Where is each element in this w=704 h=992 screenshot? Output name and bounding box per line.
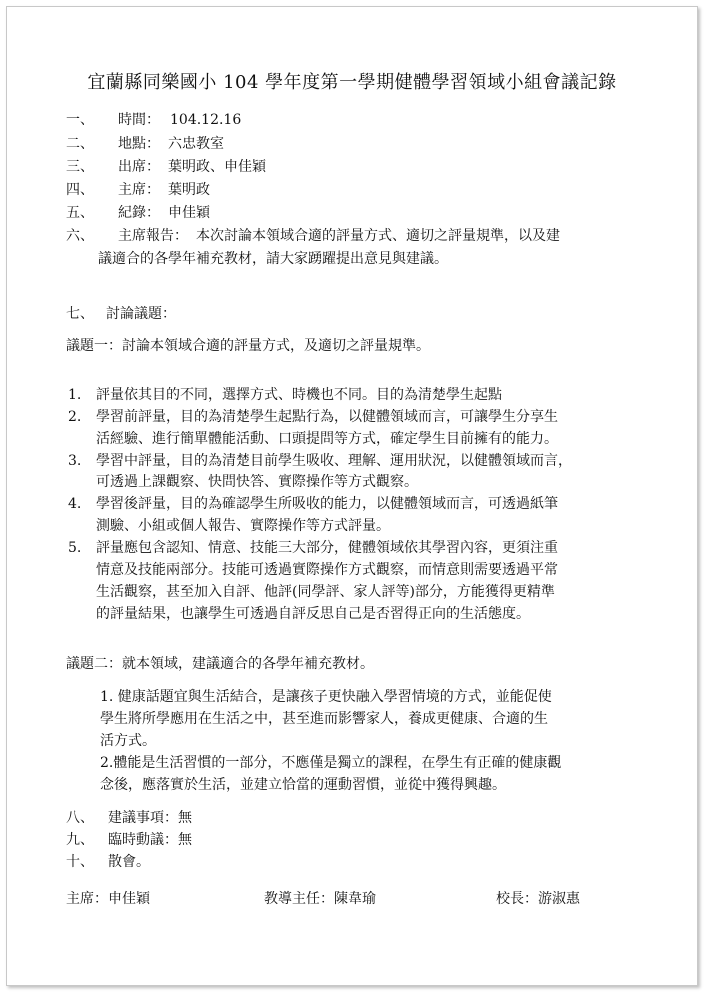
list-number: 5. (68, 540, 82, 556)
topic1-heading: 議題一：討論本領域合適的評量方式，及適切之評量規準。 (66, 338, 430, 354)
signature-chair: 主席：申佳穎 (66, 891, 150, 907)
list-item (68, 384, 502, 404)
adjourn-item (66, 851, 150, 871)
item-number: 三、 (66, 159, 94, 175)
list-text: 評量應包含認知、情意、技能三大部分，健體領域依其學習內容，更須注重 (96, 540, 558, 556)
item-number: 十、 (66, 854, 94, 870)
item-value: 申佳穎 (168, 205, 210, 221)
item-recorder (66, 202, 210, 222)
item-number: 七、 (66, 306, 94, 322)
list-text: 1. 健康話題宜與生活結合，是讓孩子更快融入學習情境的方式，並能促使 (100, 689, 552, 705)
item-label: 時間： (118, 112, 160, 128)
list-text: 生活觀察，甚至加入自評、他評(同學評、家人評等)部分，方能獲得更精準 (96, 584, 555, 600)
item-label: 主席報告： (118, 228, 188, 244)
document-title: 宜蘭縣同樂國小 104 學年度第一學期健體學習領域小組會議記錄 (87, 72, 617, 93)
list-item (68, 450, 572, 470)
item-text: 建議事項：無 (108, 810, 192, 826)
list-text: 學習後評量，目的為確認學生所吸收的能力，以健體領域而言，可透過紙筆 (96, 496, 558, 512)
item-number: 四、 (66, 182, 94, 198)
item-label: 主席： (118, 182, 160, 198)
item-label: 紀錄： (118, 205, 160, 221)
topic2-heading: 議題二：就本領域，建議適合的各學年補充教材。 (66, 656, 374, 672)
item-value: 葉明政 (168, 182, 210, 198)
list-item (68, 537, 558, 557)
item-time (66, 109, 241, 129)
item-chairperson (66, 179, 210, 199)
item-number: 一、 (66, 112, 94, 128)
list-text: 情意及技能兩部分。技能可透過實際操作方式觀察，而情意則需要透過平常 (96, 562, 558, 578)
list-item (68, 493, 558, 513)
list-number: 4. (68, 496, 82, 512)
list-text: 活方式。 (100, 733, 156, 749)
motions-item (66, 829, 192, 849)
list-number: 1. (68, 387, 82, 403)
item-location (66, 133, 224, 153)
list-text: 的評量結果，也讓學生可透過自評反思自己是否習得正向的生活態度。 (96, 606, 530, 622)
list-text: 學生將所學應用在生活之中，甚至進而影響家人，養成更健康、合適的生 (100, 711, 548, 727)
list-text: 念後，應落實於生活，並建立恰當的運動習慣，並從中獲得興趣。 (100, 777, 506, 793)
report-text-line: 議適合的各學年補充教材，請大家踴躍提出意見與建議。 (98, 251, 448, 267)
list-item (68, 406, 558, 426)
item-text: 散會。 (108, 854, 150, 870)
item-number: 二、 (66, 136, 94, 152)
item-label: 地點： (118, 136, 160, 152)
list-number: 3. (68, 453, 82, 469)
signature-director: 教導主任：陳韋瑜 (264, 891, 376, 907)
item-value: 葉明政、申佳穎 (168, 159, 266, 175)
list-text: 可透過上課觀察、快問快答、實際操作等方式觀察。 (96, 474, 418, 490)
list-text: 測驗、小組或個人報告、實際操作等方式評量。 (96, 518, 390, 534)
item-value: 六忠教室 (168, 136, 224, 152)
list-text: 學習中評量，目的為清楚目前學生吸收、理解、運用狀況，以健體領域而言， (96, 453, 572, 469)
item-number: 六、 (66, 228, 94, 244)
chair-report (66, 225, 560, 245)
list-text: 2.體能是生活習慣的一部分，不應僅是獨立的課程，在學生有正確的健康觀 (100, 755, 562, 771)
list-text: 學習前評量，目的為清楚學生起點行為，以健體領域而言，可讓學生分享生 (96, 409, 558, 425)
list-number: 2. (68, 409, 82, 425)
report-text-line: 本次討論本領域合適的評量方式、適切之評量規準，以及建 (196, 228, 560, 244)
item-attendees (66, 156, 266, 176)
item-number: 八、 (66, 810, 94, 826)
signature-principal: 校長：游淑惠 (496, 891, 580, 907)
item-value: 104.12.16 (170, 112, 242, 128)
suggestions-item (66, 807, 192, 827)
item-number: 九、 (66, 832, 94, 848)
list-text: 活經驗、進行簡單體能活動、口頭提問等方式，確定學生目前擁有的能力。 (96, 431, 558, 447)
item-number: 五、 (66, 205, 94, 221)
list-text: 評量依其目的不同，選擇方式、時機也不同。目的為清楚學生起點 (96, 387, 502, 403)
discussion-heading (66, 303, 176, 323)
item-label: 討論議題： (106, 306, 176, 322)
item-label: 出席： (118, 159, 160, 175)
item-text: 臨時動議：無 (108, 832, 192, 848)
